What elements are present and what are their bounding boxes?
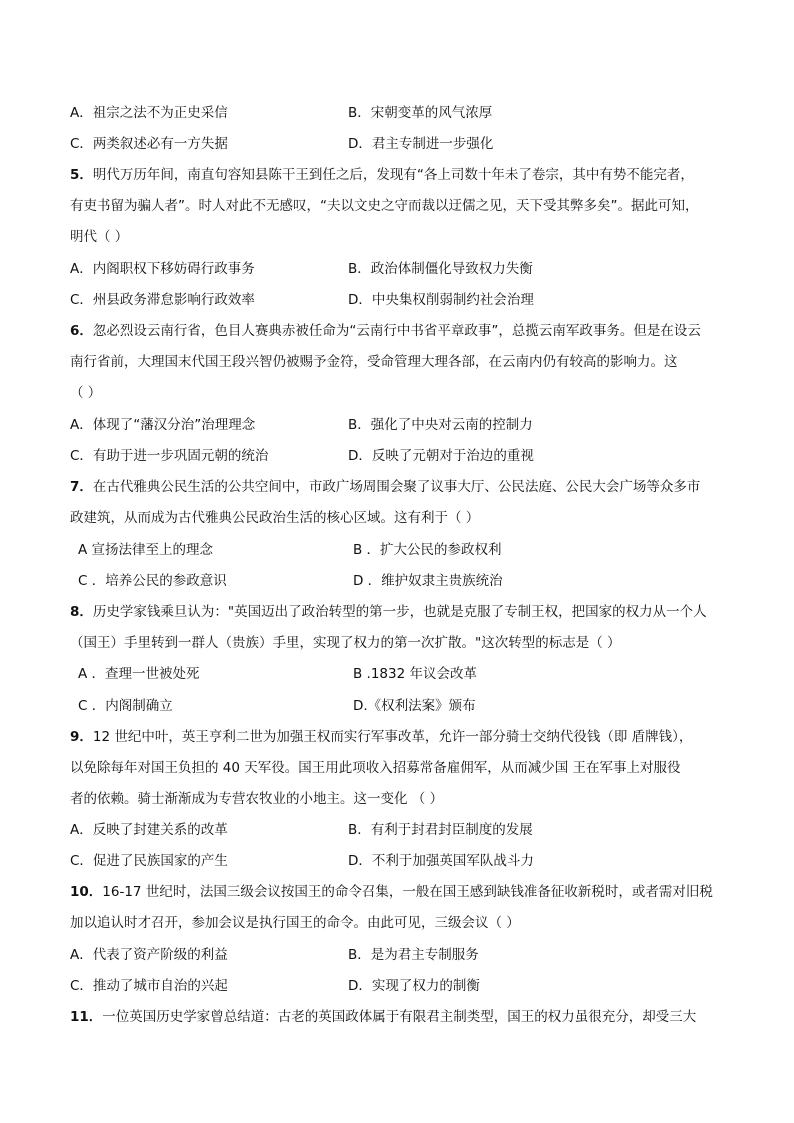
q5-stem-line-1: 5．明代万历年间，南直句容知县陈干王到任之后，发现有“各上司数十年未了卷宗，其中有势不能完者， — [70, 167, 694, 183]
q7-number: 7． — [70, 479, 93, 495]
q5-option-c[interactable]: C．州县政务滞怠影响行政效率 — [70, 292, 255, 308]
q9-option-d[interactable]: D．不利于加强英国军队战斗力 — [348, 853, 534, 869]
q9-option-c[interactable]: C．促进了民族国家的产生 — [70, 853, 228, 869]
q10-stem-line-1: 10．16-17 世纪时，法国三级会议按国王的命令召集，一般在国王感到缺钱准备征收新税时，或者需对旧税 — [70, 884, 713, 900]
q10-option-d[interactable]: D．实现了权力的制衡 — [348, 978, 480, 994]
q7-option-d[interactable]: D ．维护奴隶主贵族统治 — [353, 573, 503, 589]
q7-stem-line-2: 政建筑，从而成为古代雅典公民政治生活的核心区域。这有利于（ ） — [70, 510, 480, 526]
q6-stem-line-3: （ ） — [70, 385, 102, 401]
q6-stem-line-1: 6．忽必烈设云南行省，色目人赛典赤被任命为“云南行中书省平章政事”，总揽云南军政事务。但是在设云 — [70, 323, 701, 339]
q8-stem-line-2: （国王）手里转到一群人（贵族）手里，实现了权力的第一次扩散。"这次转型的标志是（ ） — [70, 635, 621, 651]
q8-option-d[interactable]: D.《权利法案》颁布 — [353, 698, 476, 714]
q4-option-b[interactable]: B．宋朝变革的风气浓厚 — [348, 105, 493, 121]
q6-option-d[interactable]: D．反映了元朝对于治边的重视 — [348, 448, 534, 464]
q5-stem-line-2: 有吏书留为骗人者”。时人对此不无感叹，“夫以文史之守而裁以迂儒之见，天下受其弊多矣”。据此可知， — [70, 198, 699, 214]
q9-number: 9． — [70, 729, 93, 745]
q9-stem-line-2: 以免除每年对国王负担的 40 天军役。国王用此项收入招募常备雇佣军，从而减少国 王在军事上对服役 — [70, 760, 681, 776]
q6-option-a[interactable]: A．体现了“藩汉分治”治理理念 — [70, 417, 256, 433]
q7-option-b[interactable]: B ．扩大公民的参政权利 — [353, 542, 502, 558]
q8-stem-line-1: 8．历史学家钱乘旦认为："英国迈出了政治转型的第一步，也就是克服了专制王权，把国家的权力从一个人 — [70, 604, 707, 620]
q11-stem-line-1: 11．一位英国历史学家曾总结道：古老的英国政体属于有限君主制类型，国王的权力虽很充分，却受三大 — [70, 1009, 697, 1025]
q6-option-c[interactable]: C．有助于进一步巩固元朝的统治 — [70, 448, 269, 464]
q5-option-a[interactable]: A．内阁职权下移妨碍行政事务 — [70, 261, 255, 277]
q9-stem-line-3: 者的依赖。骑士渐渐成为专营农牧业的小地主。这一变化 （ ） — [70, 791, 444, 807]
q5-option-d[interactable]: D．中央集权削弱制约社会治理 — [348, 292, 534, 308]
q6-number: 6． — [70, 323, 93, 339]
q7-option-c[interactable]: C ．培养公民的参政意识 — [78, 573, 227, 589]
q11-number: 11． — [70, 1009, 103, 1025]
q10-number: 10． — [70, 884, 103, 900]
q10-stem-line-2: 加以追认时才召开，参加会议是执行国王的命令。由此可见，三级会议（ ） — [70, 915, 520, 931]
q8-option-a[interactable]: A ．查理一世被处死 — [78, 666, 200, 682]
q10-option-b[interactable]: B．是为君主专制服务 — [348, 947, 479, 963]
q8-option-c[interactable]: C ．内阁制确立 — [78, 698, 173, 714]
q7-stem-line-1: 7．在古代雅典公民生活的公共空间中，市政广场周围会聚了议事大厅、公民法庭、公民大会广场等众多市 — [70, 479, 701, 495]
q8-number: 8． — [70, 604, 93, 620]
q6-stem-line-2: 南行省前，大理国末代国王段兴智仍被赐予金符，受命管理大理各部，在云南内仍有较高的影响力。这 — [70, 354, 678, 370]
q5-option-b[interactable]: B．政治体制僵化导致权力失衡 — [348, 261, 533, 277]
q4-option-c[interactable]: C．两类叙述必有一方失据 — [70, 136, 228, 152]
q9-option-b[interactable]: B．有利于封君封臣制度的发展 — [348, 822, 533, 838]
q5-stem-line-3: 明代（ ） — [70, 229, 129, 245]
q9-stem-line-1: 9．12 世纪中叶，英王亨利二世为加强王权而实行军事改革，允许一部分骑士交纳代役钱（即 盾牌钱）， — [70, 729, 693, 745]
q4-option-d[interactable]: D．君主专制进一步强化 — [348, 136, 494, 152]
q4-option-a[interactable]: A．祖宗之法不为正史采信 — [70, 105, 228, 121]
q8-option-b[interactable]: B .1832 年议会改革 — [353, 666, 477, 682]
q6-option-b[interactable]: B．强化了中央对云南的控制力 — [348, 417, 533, 433]
q5-number: 5． — [70, 167, 93, 183]
q10-option-a[interactable]: A．代表了资产阶级的利益 — [70, 947, 228, 963]
q10-option-c[interactable]: C．推动了城市自治的兴起 — [70, 978, 228, 994]
q9-option-a[interactable]: A．反映了封建关系的改革 — [70, 822, 228, 838]
q7-option-a[interactable]: A 宣扬法律至上的理念 — [78, 542, 214, 558]
